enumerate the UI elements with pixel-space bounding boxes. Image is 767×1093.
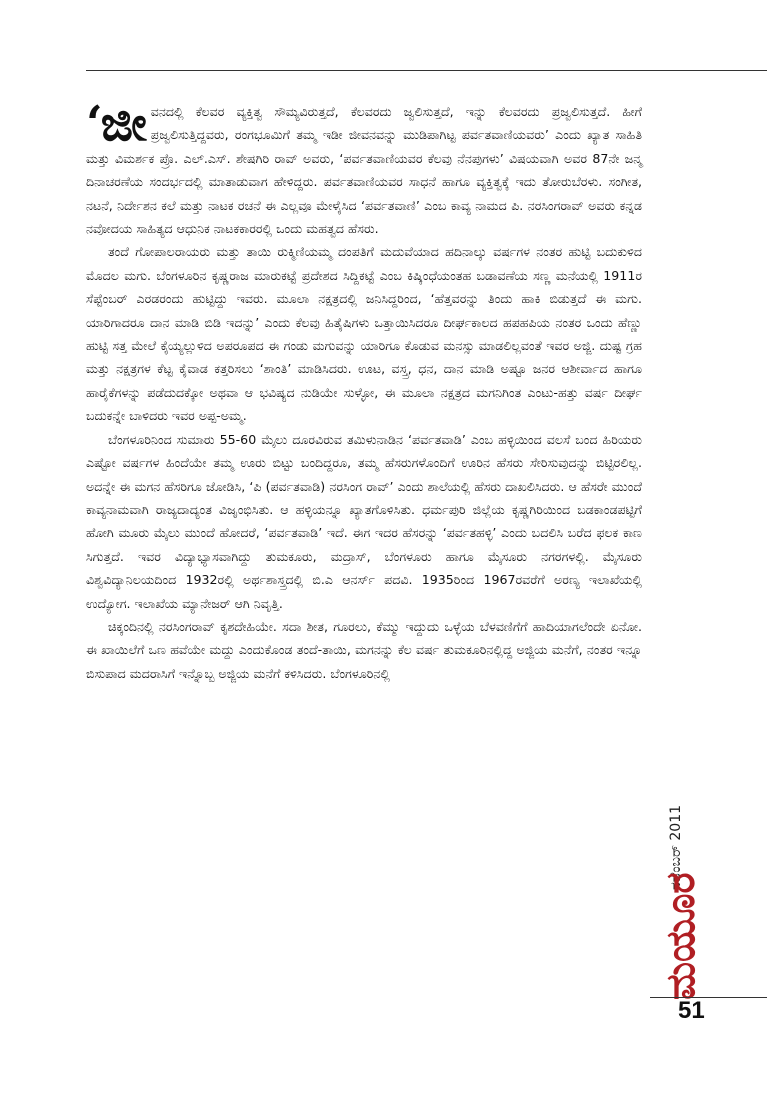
paragraph-1-text: ವನದಲ್ಲಿ ಕೆಲವರ ವ್ಯಕ್ತಿತ್ವ ಸೌಮ್ಯವಿರುತ್ತದೆ, ಕೆಲವರದು ಜ್ವಲಿಸುತ್ತದೆ, ಇನ್ನು ಕೆಲವರದು ಪ್ರಜ್ವಲಿಸುತ್ತದೆ. ಹೀಗೆ ಪ್ರಜ್ವಲಿಸುತ್ತಿದ್ದವರು, ರಂಗಭೂಮಿಗೆ ತಮ್ಮ ಇಡೀ ಜೀವನವನ್ನು ಮುಡಿಪಾಗಿಟ್ಟ ಪರ್ವತವಾಣಿಯವರು’ ಎಂದು ಖ್ಯಾತ ಸಾಹಿತಿ ಮತ್ತು ವಿಮರ್ಶಕ ಪ್ರೊ. ಎಲ್.ಎಸ್. ಶೇಷಗಿರಿ ರಾವ್ ಅವರು, ‘ಪರ್ವತವಾಣಿಯವರ ಕೆಲವು ನೆನಪುಗಳು’ ವಿಷಯವಾಗಿ ಅವರ 87ನೇ ಜನ್ಮ ದಿನಾಚರಣೆಯ ಸಂದರ್ಭದಲ್ಲಿ ಮಾತಾಡುವಾಗ ಹೇಳಿದ್ದರು. ಪರ್ವತವಾಣಿಯವರ ಸಾಧನೆ ಹಾಗೂ ವ್ಯಕ್ತಿತ್ವಕ್ಕೆ ಇದು ತೋರುಬೆರಳು. ಸಂಗೀತ, ನಟನೆ, ನಿರ್ದೇಶನ ಕಲೆ ಮತ್ತು ನಾಟಕ ರಚನೆ ಈ ಎಲ್ಲವೂ ಮೇಳೈಸಿದ ‘ಪರ್ವತವಾಣಿ’ ಎಂಬ ಕಾವ್ಯ ನಾಮದ ಪಿ. ನರಸಿಂಗರಾವ್ ಅವರು ಕನ್ನಡ ನವೋದಯ ಸಾಹಿತ್ಯದ ಆಧುನಿಕ ನಾಟಕಕಾರರಲ್ಲಿ ಒಂದು ಮಹತ್ವದ ಹೆಸರು.	[86, 104, 642, 237]
footer-rule	[650, 997, 767, 998]
issue-date: ನವೆಂಬರ್ 2011	[668, 804, 684, 890]
top-rule	[86, 70, 767, 71]
page-number: 51	[678, 997, 705, 1024]
paragraph-3: ಬೆಂಗಳೂರಿನಿಂದ ಸುಮಾರು 55-60 ಮೈಲು ದೂರವಿರುವ ತಮಿಳುನಾಡಿನ ‘ಪರ್ವತವಾಡಿ’ ಎಂಬ ಹಳ್ಳಿಯಿಂದ ವಲಸೆ ಬಂದ ಹಿರಿಯರು ಎಷ್ಟೋ ವರ್ಷಗಳ ಹಿಂದೆಯೇ ತಮ್ಮ ಊರು ಬಿಟ್ಟು ಬಂದಿದ್ದರೂ, ತಮ್ಮ ಹೆಸರುಗಳೊಂದಿಗೆ ಊರಿನ ಹೆಸರು ಸೇರಿಸುವುದನ್ನು ಬಿಟ್ಟಿರಲಿಲ್ಲ. ಅದನ್ನೇ ಈ ಮಗನ ಹೆಸರಿಗೂ ಜೋಡಿಸಿ, ‘ಪಿ (ಪರ್ವತವಾಡಿ) ನರಸಿಂಗ ರಾವ್’ ಎಂದು ಶಾಲೆಯಲ್ಲಿ ಹೆಸರು ದಾಖಲಿಸಿದರು. ಆ ಹೆಸರೇ ಮುಂದೆ ಕಾವ್ಯನಾಮವಾಗಿ ರಾಜ್ಯದಾದ್ಯಂತ ವಿಜೃಂಭಿಸಿತು. ಆ ಹಳ್ಳಿಯನ್ನೂ ಖ್ಯಾತಗೊಳಿಸಿತು. ಧರ್ಮಪುರಿ ಜಿಲ್ಲೆಯ ಕೃಷ್ಣಗಿರಿಯಿಂದ ಬಡಕಾಂಡಪಟ್ಟಿಗೆ ಹೋಗಿ ಮೂರು ಮೈಲು ಮುಂದೆ ಹೋದರೆ, ‘ಪರ್ವತವಾಡಿ’ ಇದೆ. ಈಗ ಇದರ ಹೆಸರನ್ನು ‘ಪರ್ವತಹಳ್ಳಿ’ ಎಂದು ಬದಲಿಸಿ ಬರೆದ ಫಲಕ ಕಾಣ ಸಿಗುತ್ತದೆ. ಇವರ ವಿದ್ಯಾಭ್ಯಾಸವಾಗಿದ್ದು ತುಮಕೂರು, ಮದ್ರಾಸ್, ಬೆಂಗಳೂರು ಹಾಗೂ ಮೈಸೂರು ನಗರಗಳಲ್ಲಿ. ಮೈಸೂರು ವಿಶ್ವವಿದ್ಯಾನಿಲಯದಿಂದ 1932ರಲ್ಲಿ ಅರ್ಥಶಾಸ್ತ್ರದಲ್ಲಿ ಬಿ.ಎ ಆನರ್ಸ್ ಪದವಿ. 1935ರಿಂದ 1967ರವರೆಗೆ ಅರಣ್ಯ ಇಲಾಖೆಯಲ್ಲಿ ಉದ್ಯೋಗ. ಇಲಾಖೆಯ ಮ್ಯಾನೇಜರ್ ಆಗಿ ನಿವೃತ್ತಿ.	[86, 431, 642, 611]
article-body	[86, 96, 642, 685]
magazine-logo: ಮಯೂರ	[657, 872, 704, 1000]
paragraph-2: ತಂದೆ ಗೋಪಾಲರಾಯರು ಮತ್ತು ತಾಯಿ ರುಕ್ಮಿಣಿಯಮ್ಮ ದಂಪತಿಗೆ ಮದುವೆಯಾದ ಹದಿನಾಲ್ಕು ವರ್ಷಗಳ ನಂತರ ಹುಟ್ಟಿ ಬದುಕುಳಿದ ಮೊದಲ ಮಗು. ಬೆಂಗಳೂರಿನ ಕೃಷ್ಣರಾಜ ಮಾರುಕಟ್ಟೆ ಪ್ರದೇಶದ ಸಿದ್ದಿಕಟ್ಟೆ ಎಂಬ ಕಿಷ್ಕಿಂಧೆಯಂತಹ ಬಡಾವಣೆಯ ಸಣ್ಣ ಮನೆಯಲ್ಲಿ 1911ರ ಸೆಪ್ಟೆಂಬರ್ ಎರಡರಂದು ಹುಟ್ಟಿದ್ದು ಇವರು. ಮೂಲಾ ನಕ್ಷತ್ರದಲ್ಲಿ ಜನಿಸಿದ್ದರಿಂದ, ‘ಹೆತ್ತವರನ್ನು ತಿಂದು ಹಾಕಿ ಬಿಡುತ್ತದೆ ಈ ಮಗು. ಯಾರಿಗಾದರೂ ದಾನ ಮಾಡಿ ಬಿಡಿ ಇದನ್ನು’ ಎಂದು ಕೆಲವು ಹಿತೈಷಿಗಳು ಒತ್ತಾಯಿಸಿದರೂ ದೀರ್ಘಕಾಲದ ಹಪಹಪಿಯ ನಂತರ ಒಂದು ಹೆಣ್ಣು ಹುಟ್ಟಿ ಸತ್ತ ಮೇಲೆ ಕೈಯ್ಯಲ್ಲುಳಿದ ಅಪರೂಪದ ಈ ಗಂಡು ಮಗುವನ್ನು ಯಾರಿಗೂ ಕೊಡುವ ಮನಸ್ಸು ಮಾಡಲಿಲ್ಲವಂತೆ ಇವರ ಅಜ್ಜಿ. ದುಷ್ಟ ಗ್ರಹ ಮತ್ತು ನಕ್ಷತ್ರಗಳ ಕೆಟ್ಟ ಕೈವಾಡ ಕತ್ತರಿಸಲು ‘ಶಾಂತಿ’ ಮಾಡಿಸಿದರು. ಊಟ, ವಸ್ತ್ರ, ಧನ, ದಾನ ಮಾಡಿ ಅಷ್ಟೂ ಜನರ ಆಶೀರ್ವಾದ ಹಾಗೂ ಹಾರೈಕೆಗಳನ್ನು ಪಡೆದುದಕ್ಕೋ ಅಥವಾ ಆ ಭವಿಷ್ಯದ ನುಡಿಯೇ ಸುಳ್ಳೋ, ಈ ಮೂಲಾ ನಕ್ಷತ್ರದ ಮಗನಿಗಿಂತ ಎಂಟು-ಹತ್ತು ವರ್ಷ ದೀರ್ಘ ಬದುಕನ್ನೇ ಬಾಳಿದರು ಇವರ ಅಪ್ಪ-ಅಮ್ಮ.	[86, 244, 642, 424]
paragraph-4: ಚಿಕ್ಕಂದಿನಲ್ಲಿ ನರಸಿಂಗರಾವ್ ಕೃಶದೇಹಿಯೇ. ಸದಾ ಶೀತ, ಗೂರಲು, ಕೆಮ್ಮು ಇದ್ದುದು ಒಳ್ಳೆಯ ಬೆಳವಣಿಗೆಗೆ ಹಾದಿಯಾಗಲೆಂದೇ ಏನೋ. ಈ ಖಾಯಿಲೆಗೆ ಒಣ ಹವೆಯೇ ಮದ್ದು ಎಂದುಕೊಂಡ ತಂದೆ-ತಾಯಿ, ಮಗನನ್ನು ಕೆಲ ವರ್ಷ ತುಮಕೂರಿನಲ್ಲಿದ್ದ ಅಜ್ಜಿಯ ಮನೆಗೆ, ನಂತರ ಇನ್ನೂ ಬಿಸುಪಾದ ಮದರಾಸಿಗೆ ಇನ್ನೊಬ್ಬ ಅಜ್ಜಿಯ ಮನೆಗೆ ಕಳಿಸಿದರು. ಬೆಂಗಳೂರಿನಲ್ಲಿ	[86, 618, 642, 681]
page-footer-sidebar	[650, 740, 767, 1080]
paragraph-1	[86, 96, 642, 240]
drop-cap: ‘ಜೀ	[86, 96, 145, 152]
